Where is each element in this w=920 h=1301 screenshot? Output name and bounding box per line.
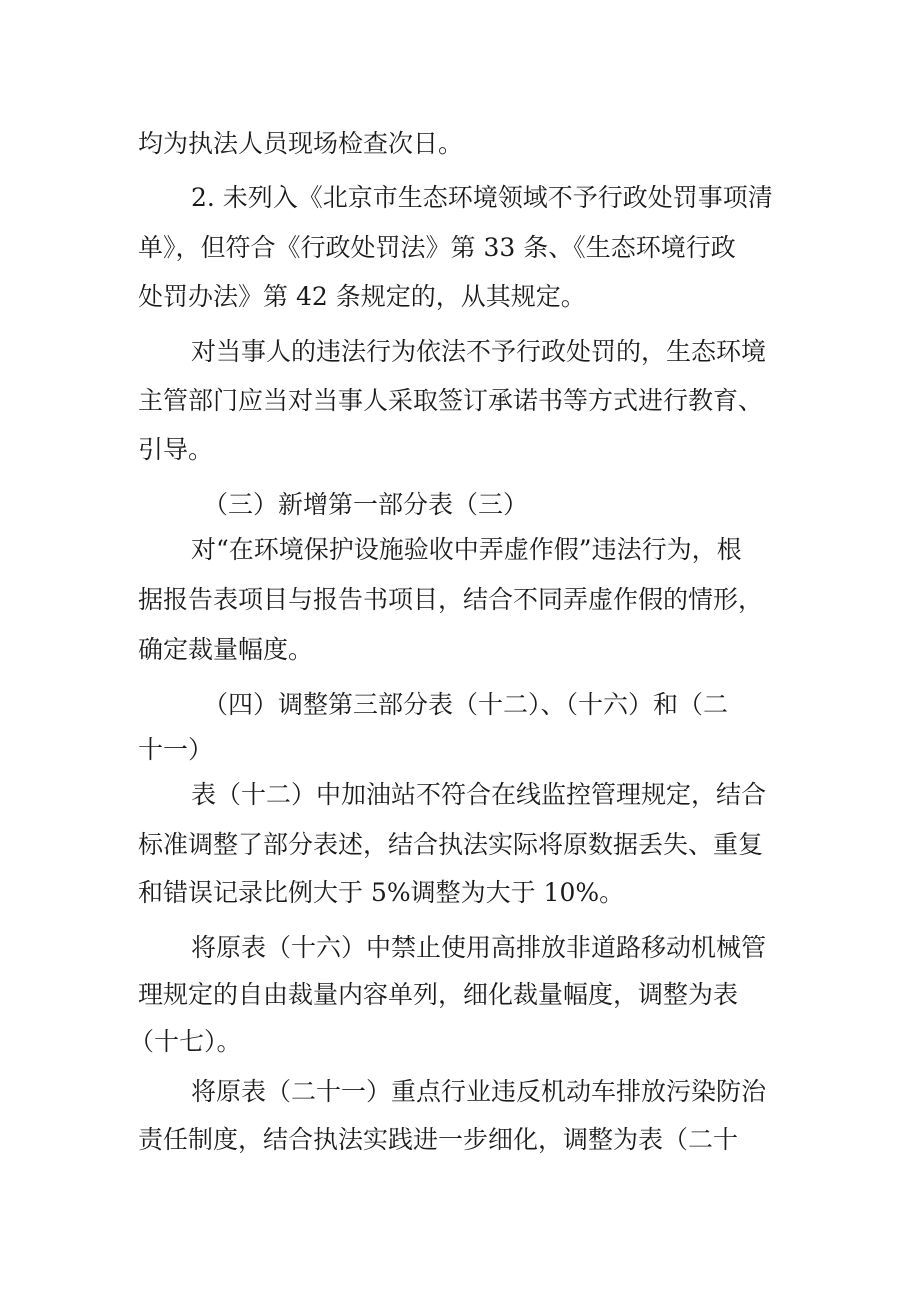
text-line-3: 单》，但符合《行政处罚法》第 33 条、《生态环境行政 [138,233,736,262]
text-line-19: （十七）。 [129,1027,242,1056]
text-line-2: 2. 未列入《北京市生态环境领域不予行政处罚事项清 [191,183,773,212]
text-line-4: 处罚办法》第 42 条规定的，从其规定。 [138,282,586,311]
text-line-21: 责任制度，结合执法实践进一步细化，调整为表（二十 [138,1125,739,1154]
text-line-11: 确定裁量幅度。 [138,635,314,664]
text-line-9: 对“在环境保护设施验收中弄虚作假”违法行为，根 [191,535,742,564]
text-line-13: 十一） [138,735,214,764]
text-line-7: 引导。 [138,435,214,464]
text-line-1: 均为执法人员现场检查次日。 [138,129,464,158]
text-line-15: 标准调整了部分表述，结合执法实际将原数据丢失、重复 [138,830,764,859]
text-line-6: 主管部门应当对当事人采取签订承诺书等方式进行教育、 [138,386,764,415]
text-line-20: 将原表（二十一）重点行业违反机动车排放污染防治 [191,1077,767,1106]
text-line-14: 表（十二）中加油站不符合在线监控管理规定，结合 [191,780,767,809]
text-line-16: 和错误记录比例大于 5%调整为大于 10%。 [138,878,625,907]
text-line-5: 对当事人的违法行为依法不予行政处罚的，生态环境 [191,337,767,366]
text-line-17: 将原表（十六）中禁止使用高排放非道路移动机械管 [191,933,767,962]
text-line-10: 据报告表项目与报告书项目，结合不同弄虚作假的情形， [138,585,764,614]
section-heading-3: （三）新增第一部分表（三） [203,490,529,519]
text-line-18: 理规定的自由裁量内容单列，细化裁量幅度，调整为表 [138,980,739,1009]
section-heading-4: （四）调整第三部分表（十二）、（十六）和（二 [203,690,729,719]
